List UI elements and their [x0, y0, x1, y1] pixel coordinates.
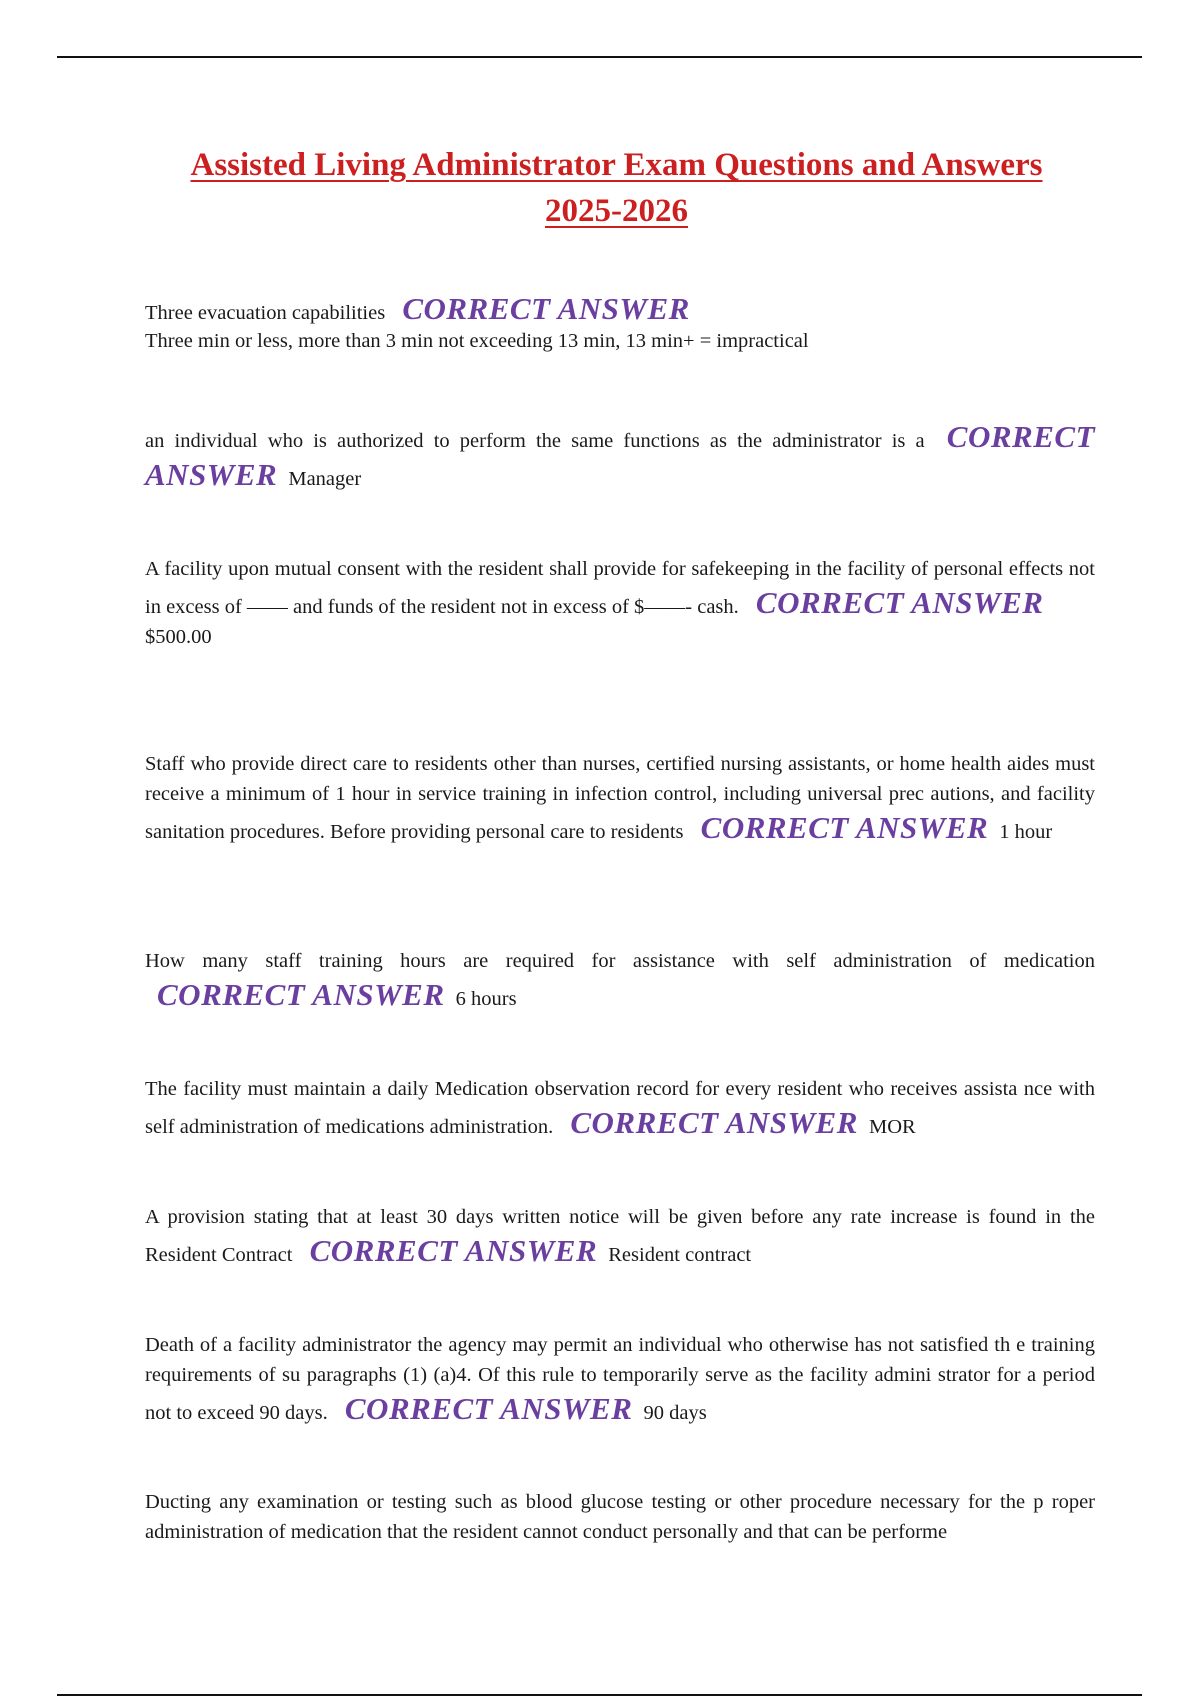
answer-text: Three min or less, more than 3 min not exceeding 13 min, 13 min+ = impractical [145, 330, 809, 352]
qa-item-6 [145, 1074, 1095, 1142]
answer-text: 6 hours [455, 988, 517, 1010]
qa-item-5 [145, 946, 1095, 1014]
qa-item-2 [145, 418, 1095, 494]
correct-answer-label: CORRECT ANSWER [402, 291, 690, 326]
question-text: A provision stating that at least 30 days written notice will be given before any rate increase is found in the Resident Contract [145, 1206, 1095, 1266]
correct-answer-label: CORRECT ANSWER [755, 585, 1044, 620]
answer-text: 90 days [643, 1402, 707, 1424]
title-line-2: 2025-2026 [545, 193, 688, 229]
correct-answer-label: CORRECT ANSWER [157, 977, 445, 1012]
correct-answer-label: CORRECT ANSWER [700, 810, 989, 845]
footer-rule [57, 1694, 1142, 1696]
question-text: The facility must maintain a daily Medication observation record for every resident who receives assista nce with self administration of medications administration. [145, 1078, 1095, 1138]
qa-item-3 [145, 554, 1095, 652]
answer-text: MOR [869, 1116, 916, 1138]
question-text: Staff who provide direct care to residents other than nurses, certified nursing assistants, or home health aides must receive a minimum of 1 hour in service training in infection control, including universal prec autions, and facility sanitation procedures. Before providing personal care to residents [145, 753, 1095, 843]
qa-item-9 [145, 1487, 1095, 1547]
answer-text: Resident contract [608, 1244, 752, 1266]
correct-answer-label: CORRECT ANSWER [309, 1233, 598, 1268]
answer-text: Manager [288, 468, 362, 490]
header-rule [57, 56, 1142, 58]
qa-item-8 [145, 1330, 1095, 1428]
qa-item-4 [145, 749, 1095, 847]
question-text: Ducting any examination or testing such as blood glucose testing or other procedure necessary for the p roper administration of medication that the resident cannot conduct personally and that can be performe [145, 1491, 1095, 1543]
answer-text: 1 hour [999, 821, 1053, 843]
title-line-1: Assisted Living Administrator Exam Questions and Answers [190, 147, 1043, 183]
question-text: Death of a facility administrator the agency may permit an individual who otherwise has not satisfied th e training requirements of su paragraphs (1) (a)4. Of this rule to temporarily serve as the facility admini strator for a period not to exceed 90 days. [145, 1334, 1095, 1424]
question-text: A facility upon mutual consent with the resident shall provide for safekeeping in the facility of personal effects not in excess of —— and funds of the resident not in excess of $——- cash. [145, 558, 1095, 618]
answer-text: $500.00 [145, 626, 212, 648]
correct-answer-label: CORRECT ANSWER [570, 1105, 858, 1140]
question-text: Three evacuation capabilities [145, 302, 386, 324]
question-text: an individual who is authorized to perform the same functions as the administrator is a [145, 430, 925, 452]
correct-answer-label: CORRECT ANSWER [344, 1391, 633, 1426]
question-text: How many staff training hours are required for assistance with self administration of medication [145, 950, 1095, 972]
correct-answer-label: CORRECT ANSWER [145, 419, 1096, 492]
qa-item-1 [145, 290, 1095, 354]
document-title [80, 142, 1153, 234]
qa-item-7 [145, 1202, 1095, 1270]
